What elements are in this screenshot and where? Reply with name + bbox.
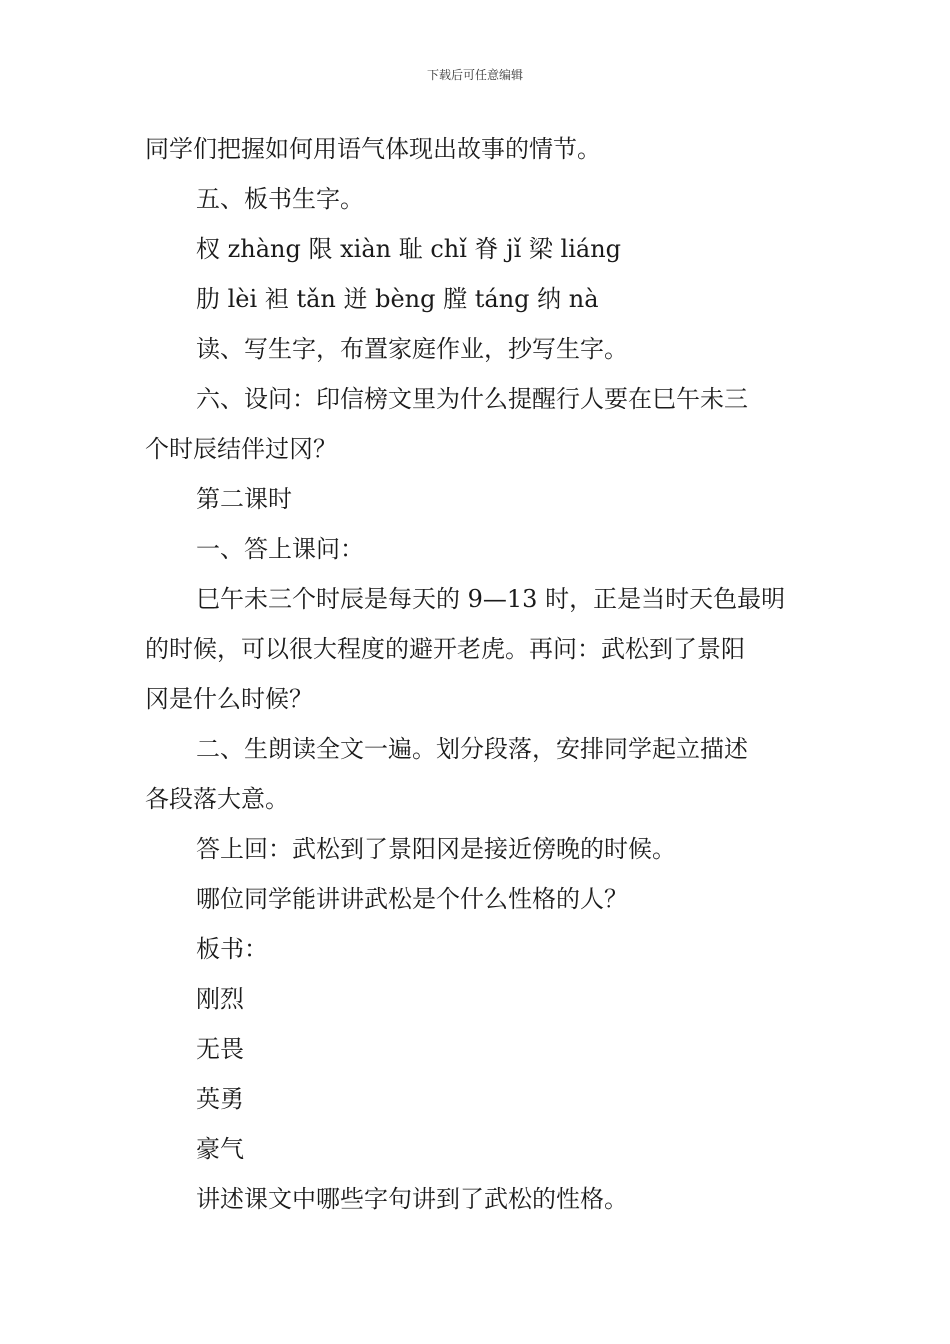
- board-item: 豪气: [196, 1135, 244, 1163]
- board-item: 英勇: [196, 1085, 244, 1113]
- paragraph-line: 一、答上课问：: [196, 535, 364, 563]
- paragraph-line: 同学们把握如何用语气体现出故事的情节。: [145, 135, 601, 163]
- paragraph-line: 板书：: [196, 935, 268, 963]
- section-heading: 第二课时: [196, 485, 292, 513]
- paragraph-line: 答上回：武松到了景阳冈是接近傍晚的时候。: [196, 835, 676, 863]
- paragraph-line: 二、生朗读全文一遍。划分段落，安排同学起立描述: [196, 735, 748, 763]
- paragraph-line: 冈是什么时候？: [145, 685, 313, 713]
- board-item: 刚烈: [196, 985, 244, 1013]
- paragraph-line: 巳午未三个时辰是每天的 9—13 时，正是当时天色最明: [196, 585, 786, 613]
- board-item: 无畏: [196, 1035, 244, 1063]
- paragraph-line: 五、板书生字。: [196, 185, 364, 213]
- pinyin-line: 杈 zhàng 限 xiàn 耻 chǐ 脊 jǐ 梁 liáng: [196, 235, 622, 263]
- paragraph-line: 哪位同学能讲讲武松是个什么性格的人？: [196, 885, 628, 913]
- paragraph-line: 讲述课文中哪些字句讲到了武松的性格。: [196, 1185, 628, 1213]
- paragraph-line: 个时辰结伴过冈？: [145, 435, 337, 463]
- page-header: 下载后可任意编辑: [426, 68, 523, 82]
- paragraph-line: 各段落大意。: [145, 785, 289, 813]
- paragraph-line: 读、写生字，布置家庭作业，抄写生字。: [196, 335, 628, 363]
- document-body: [145, 124, 810, 1224]
- pinyin-line: 肋 lèi 袒 tǎn 迸 bèng 膛 táng 纳 nà: [196, 285, 599, 313]
- paragraph-line: 的时候，可以很大程度的避开老虎。再问：武松到了景阳: [145, 635, 745, 663]
- paragraph-line: 六、设问：印信榜文里为什么提醒行人要在巳午未三: [196, 385, 748, 413]
